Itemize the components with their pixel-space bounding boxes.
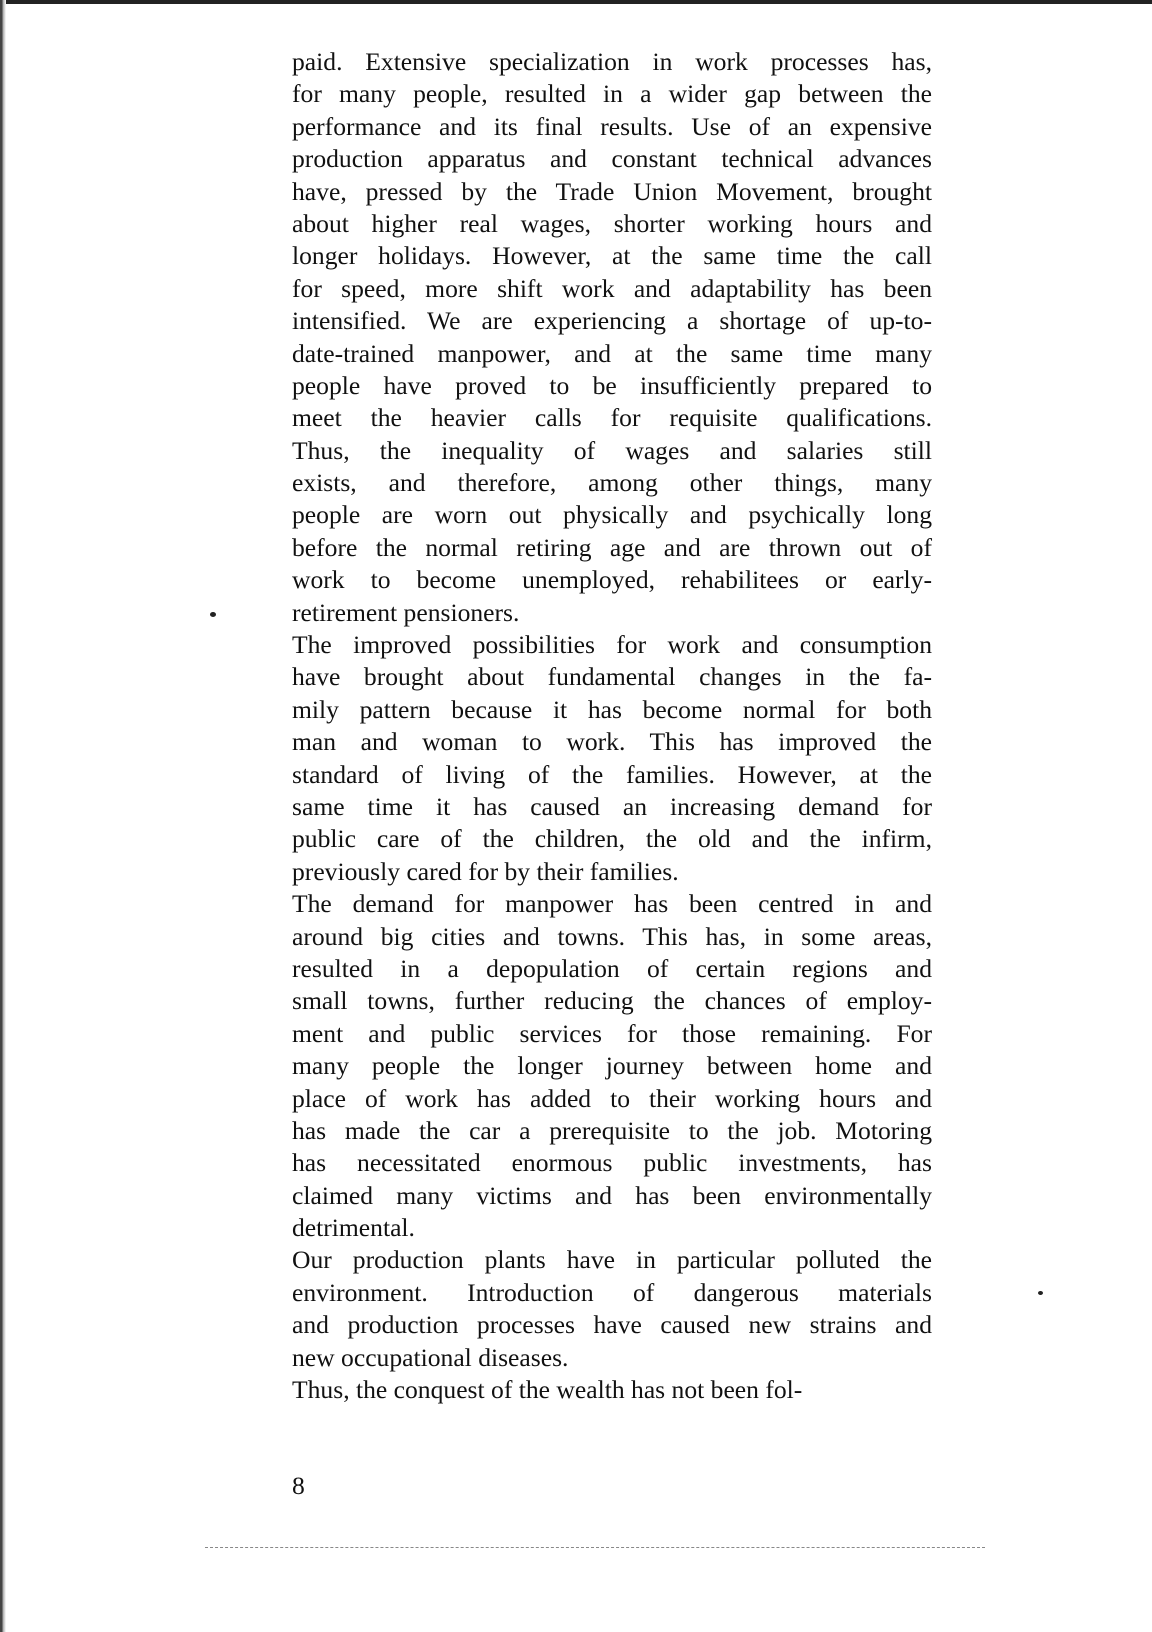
text-line: new occupational diseases. <box>292 1342 569 1372</box>
text-line: resulted in a depopulation of certain regions and <box>292 953 932 983</box>
text-line: ment and public services for those remaining. For <box>292 1018 932 1048</box>
text-line: retirement pensioners. <box>292 597 520 627</box>
text-line: The demand for manpower has been centred in and <box>292 889 932 919</box>
text-line: public care of the children, the old and the infirm, <box>292 824 932 854</box>
text-line: people are worn out physically and psychically long <box>292 500 932 530</box>
text-line: many people the longer journey between home and <box>292 1051 932 1081</box>
text-line: performance and its final results. Use of an expensive <box>292 111 932 141</box>
scan-speck <box>210 612 216 617</box>
text-line: standard of living of the families. However, at the <box>292 759 932 789</box>
text-line: has necessitated enormous public investments, has <box>292 1148 932 1178</box>
text-line: environment. Introduction of dangerous materials <box>292 1277 932 1307</box>
text-line: meet the heavier calls for requisite qualifications. <box>292 403 932 433</box>
scan-border-left <box>0 0 6 1632</box>
text-line: small towns, further reducing the chances of employ- <box>292 986 932 1016</box>
text-line: production apparatus and constant technical advances <box>292 144 932 174</box>
scan-bottom-rule <box>205 1547 985 1548</box>
text-line: longer holidays. However, at the same time the call <box>292 241 932 271</box>
paragraph <box>292 888 932 1244</box>
text-line: place of work has added to their working hours and <box>292 1083 932 1113</box>
text-line: about higher real wages, shorter working hours and <box>292 208 932 238</box>
text-line: and production processes have caused new strains and <box>292 1310 932 1340</box>
text-line: Thus, the inequality of wages and salaries still <box>292 435 932 465</box>
text-line: work to become unemployed, rehabilitees or early- <box>292 565 932 595</box>
body-text <box>292 46 932 1406</box>
text-line: same time it has caused an increasing demand for <box>292 791 932 821</box>
page-number: 8 <box>292 1471 305 1500</box>
text-line: for speed, more shift work and adaptability has been <box>292 273 932 303</box>
text-line: have brought about fundamental changes in the fa- <box>292 662 932 692</box>
text-line: detrimental. <box>292 1213 415 1243</box>
text-line: claimed many victims and has been environmentally <box>292 1180 932 1210</box>
text-line: intensified. We are experiencing a shortage of up-to- <box>292 306 932 336</box>
text-line: mily pattern because it has become normal for both <box>292 694 932 724</box>
text-line: Our production plants have in particular polluted the <box>292 1245 932 1275</box>
text-line: Thus, the conquest of the wealth has not been fol- <box>292 1375 803 1405</box>
paragraph <box>292 1244 932 1374</box>
text-line: exists, and therefore, among other things, many <box>292 468 932 498</box>
text-line: previously cared for by their families. <box>292 856 679 886</box>
text-line: man and woman to work. This has improved the <box>292 727 932 757</box>
text-line: before the normal retiring age and are thrown out of <box>292 532 932 562</box>
text-line: for many people, resulted in a wider gap between the <box>292 79 932 109</box>
paragraph <box>292 46 932 629</box>
scan-speck <box>1038 1291 1043 1295</box>
paragraph <box>292 1374 932 1406</box>
text-line: has made the car a prerequisite to the job. Motoring <box>292 1115 932 1145</box>
text-line: have, pressed by the Trade Union Movement, brought <box>292 176 932 206</box>
text-line: around big cities and towns. This has, in some areas, <box>292 921 932 951</box>
paragraph <box>292 629 932 888</box>
text-line: people have proved to be insufficiently prepared to <box>292 370 932 400</box>
text-line: paid. Extensive specialization in work processes has, <box>292 47 932 76</box>
text-line: date-trained manpower, and at the same time many <box>292 338 932 368</box>
scan-border-top <box>0 0 1152 4</box>
text-line: The improved possibilities for work and consumption <box>292 630 932 660</box>
